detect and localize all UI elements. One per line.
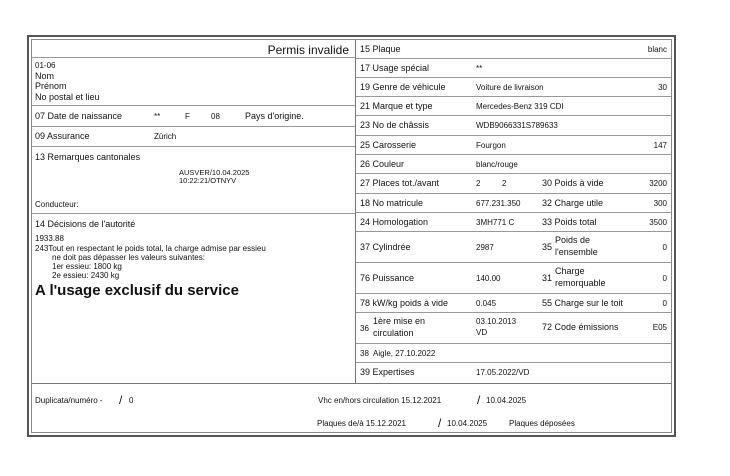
duplicata-slash: / (119, 393, 123, 407)
decision-line-3: ne doit pas dépasser les valeurs suivantes: (52, 253, 205, 262)
insurance-value: Zürich (154, 132, 177, 141)
cylindree-label: 37 Cylindrée (360, 242, 411, 252)
holder-section (32, 40, 355, 383)
homologation-label: 24 Homologation (360, 217, 429, 227)
sex-value: F (185, 112, 190, 121)
poids-total-value: 3500 (649, 218, 667, 227)
expertises-value: 17.05.2022/VD (476, 368, 530, 377)
card-inner-frame (31, 39, 672, 433)
row-chassis (356, 116, 671, 136)
marque-label: 21 Marque et type (360, 101, 433, 111)
charge-utile-value: 300 (653, 199, 667, 208)
puissance-label: 76 Puissance (360, 273, 415, 283)
ensemble-label-line-2: l'ensemble (555, 247, 598, 257)
insurance-label: 09 Assurance (35, 131, 90, 141)
premiere-label-line-1: 1ère mise en (373, 316, 426, 326)
remorquable-label-line-1: Charge (555, 266, 585, 276)
decision-line-2: 243Tout en respectant le poids total, la charge admise par essieu (35, 244, 266, 253)
poids-total-label: 33 Poids total (542, 217, 597, 227)
row-kwkg (356, 294, 671, 313)
remorquable-number: 31 (542, 273, 553, 283)
postal-row (32, 91, 355, 106)
places-front: 2 (502, 179, 507, 188)
circulation-value: 10.04.2025 (486, 396, 527, 405)
homologation-value: 3MH771 C (476, 218, 515, 227)
holder-name-label: Nom (35, 71, 55, 81)
usage-label: 17 Usage spécial (360, 63, 430, 73)
charge-utile-label: 32 Charge utile (542, 198, 604, 208)
row-expertises (356, 363, 671, 383)
remarks-label: 13 Remarques cantonales (35, 152, 141, 162)
field-08-value: 08 (211, 112, 220, 121)
premiere-number: 36 (360, 324, 369, 333)
duplicata-value: 0 (129, 396, 134, 405)
decisions-label: 14 Décisions de l'autorité (35, 219, 136, 229)
matricule-label: 18 No matricule (360, 198, 424, 208)
genre-number: 30 (658, 83, 667, 92)
birth-date-value: ** (154, 112, 161, 121)
expertises-label: 39 Expertises (360, 367, 415, 377)
row-places (356, 174, 671, 194)
puissance-value: 140.00 (476, 274, 501, 283)
couleur-label: 26 Couleur (360, 159, 405, 169)
origin-country-label: Pays d'origine. (245, 111, 304, 121)
plaque-label: 15 Plaque (360, 44, 401, 54)
carrosserie-value: Fourgon (476, 141, 506, 150)
remorquable-label-line-2: remorquable (555, 278, 606, 288)
row-usage (356, 59, 671, 78)
birth-row (32, 106, 355, 127)
decision-line-5: 2e essieu: 2430 kg (52, 271, 120, 280)
chassis-label: 23 No de châssis (360, 120, 430, 130)
circulation-label: Vhc en/hors circulation 15.12.2021 (318, 396, 442, 405)
carrosserie-number: 147 (653, 141, 667, 150)
poids-vide-label: 30 Poids à vide (542, 178, 604, 188)
holder-firstname-label: Prénom (35, 81, 67, 91)
ensemble-label-line-1: Poids de (555, 235, 591, 245)
circulation-slash: / (477, 393, 481, 407)
remorquable-value: 0 (662, 274, 667, 283)
ensemble-number: 35 (542, 242, 553, 252)
permit-status-title: Permis invalide (267, 43, 349, 57)
postal-label: No postal et lieu (35, 92, 100, 102)
places-label: 27 Places tot./avant (360, 178, 440, 188)
row-carrosserie (356, 136, 671, 155)
decision-line-1: 1933.88 (35, 234, 64, 243)
holder-code: 01-06 (35, 61, 56, 70)
couleur-value: blanc/rouge (476, 160, 518, 169)
row-cylindree (356, 232, 671, 263)
circulation-section (32, 384, 671, 432)
driver-row (32, 191, 355, 214)
charge-toit-label: 55 Charge sur le toit (542, 298, 624, 308)
exclusive-use-notice: A l'usage exclusif du service (35, 282, 239, 299)
plaques-value: 10.04.2025 (447, 419, 488, 428)
vehicle-section (356, 40, 671, 383)
genre-label: 19 Genre de véhicule (360, 82, 446, 92)
cylindree-value: 2987 (476, 243, 494, 252)
row-genre (356, 78, 671, 97)
row-matricule (356, 194, 671, 213)
plaques-label: Plaques de/à 15.12.2021 (317, 419, 406, 428)
matricule-value: 677.231.350 (476, 199, 521, 208)
premiere-date: 03.10.2013 (476, 317, 517, 326)
duplicata-label: Duplicata/numéro - (35, 396, 103, 405)
ensemble-value: 0 (662, 243, 667, 252)
row-premiere (356, 313, 671, 344)
row-homologation (356, 213, 671, 232)
issue-place-date: Aigle, 27.10.2022 (373, 349, 436, 358)
driver-label: Conducteur: (35, 200, 79, 209)
kwkg-label: 78 kW/kg poids à vide (360, 298, 449, 308)
poids-vide-value: 3200 (649, 179, 667, 188)
row-plaque (356, 40, 671, 59)
row-puissance (356, 263, 671, 294)
decision-line-4: 1er essieu: 1800 kg (52, 262, 122, 271)
chassis-value: WDB9066331S789633 (476, 121, 558, 130)
row-couleur (356, 155, 671, 174)
birth-date-label: 07 Date de naissance (35, 111, 123, 121)
usage-value: ** (476, 64, 483, 73)
carrosserie-label: 25 Carosserie (360, 140, 417, 150)
remarks-line-1: AUSVER/10.04.2025 (179, 168, 250, 177)
plaque-value: blanc (647, 45, 667, 54)
marque-value: Mercedes-Benz 319 CDI (476, 102, 564, 111)
places-total: 2 (476, 179, 481, 188)
genre-value: Voiture de livraison (476, 83, 544, 92)
premiere-canton: VD (476, 328, 488, 337)
premiere-label-line-2: circulation (373, 328, 414, 338)
emissions-value: E05 (652, 323, 667, 332)
row-issue (356, 344, 671, 363)
plaques-slash: / (438, 416, 442, 430)
issue-number: 38 (360, 349, 369, 358)
charge-toit-value: 0 (662, 299, 667, 308)
row-marque (356, 97, 671, 116)
left-title-row (32, 40, 355, 58)
plaques-status: Plaques déposées (509, 419, 575, 428)
kwkg-value: 0.045 (476, 299, 497, 308)
emissions-label: 72 Code émissions (542, 322, 619, 332)
vehicle-registration-card (27, 35, 676, 437)
remarks-line-2: 10:22:21/OTNYV (179, 176, 237, 185)
insurance-row (32, 127, 355, 147)
